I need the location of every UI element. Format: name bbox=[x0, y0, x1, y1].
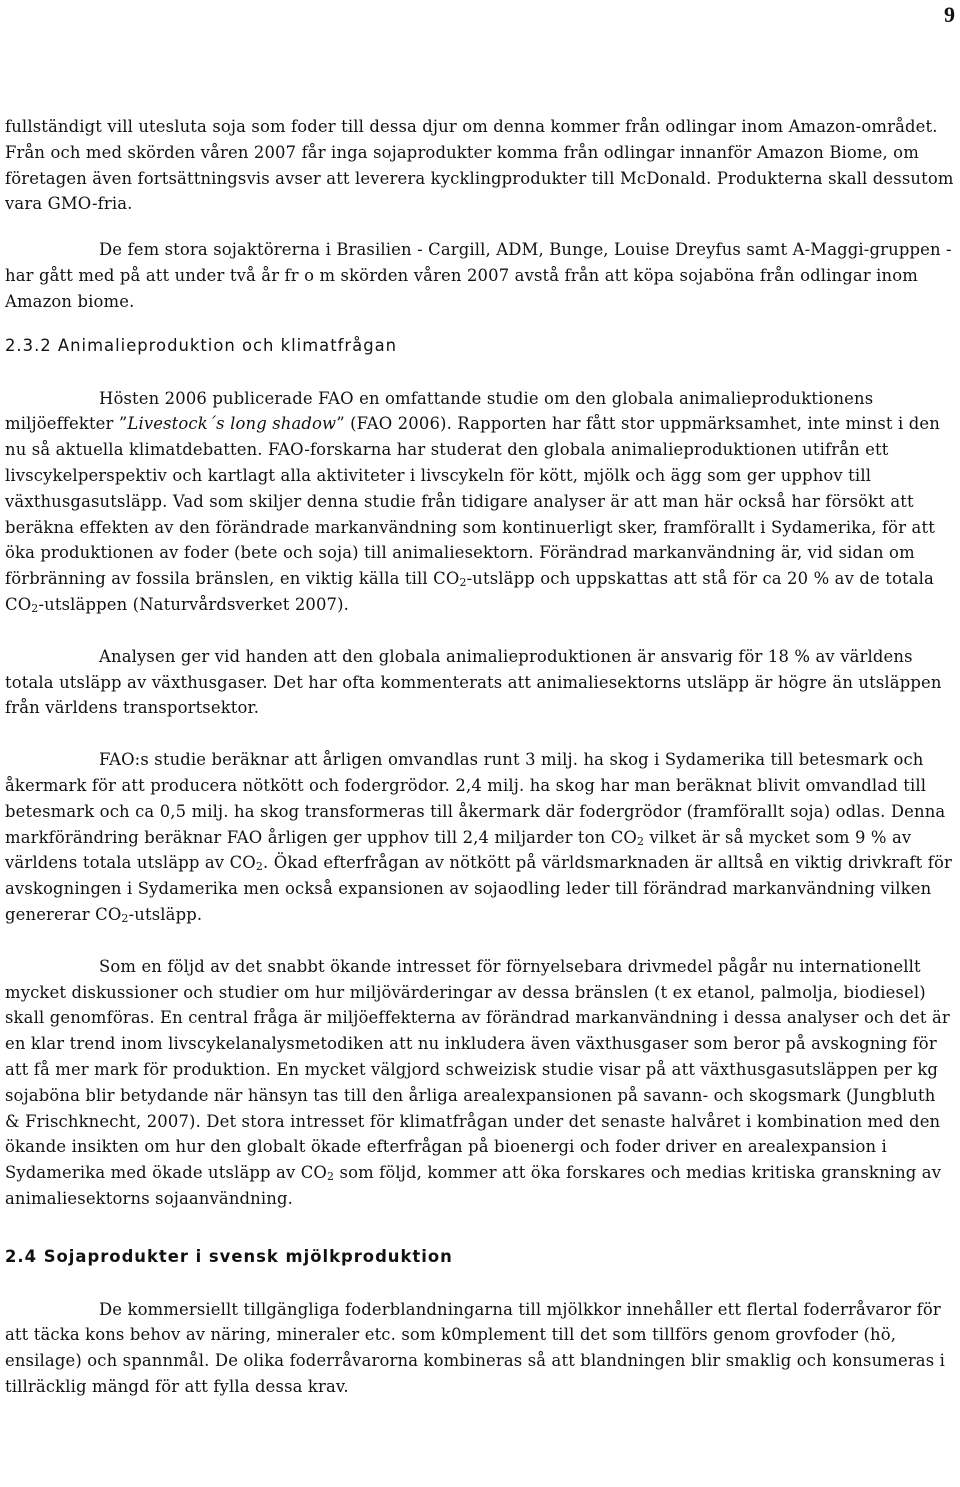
paragraph-soy-actors: De fem stora sojaktörerna i Brasilien - Cargill, ADM, Bunge, Louise Dreyfus samt A-Maggi-gruppen - har gått med på att under två år fr o m skörden våren 2007 avstå från att köpa sojaböna från odlingar inom Amazon biome. bbox=[5, 240, 952, 311]
text-run: -utsläpp och uppskattas att stå för ca 20 % av de totala CO bbox=[5, 569, 934, 614]
paragraph-biofuels bbox=[5, 954, 955, 1212]
text-run: -utsläppen (Naturvårdsverket 2007). bbox=[38, 594, 350, 614]
section-heading-2-4: 2.4 Sojaprodukter i svensk mjölkproduktion bbox=[5, 1246, 453, 1266]
paragraph-deforestation bbox=[5, 747, 955, 928]
text-run: Som en följd av det snabbt ökande intresset för förnyelsebara drivmedel pågår nu internationellt mycket diskussioner och studier om hur miljövärderingar av dessa bränslen (t ex etanol, palmolja, biodiesel) skall genomföras. En central fråga är miljöeffekterna av förändrad markanvändning i dessa analyser och det är en klar trend inom livscykelanalysmetodiken att nu inkludera även växthusgaser som beror på avskogning för att få mer mark för produktion. En mycket välgjord schweizisk studie visar på att växthusgasutsläppen per kg sojaböna blir betydande när hänsyn tas till den årliga arealexpansionen på savann- och skogsmark (Jungbluth & Frischknecht, 2007). Det stora intresset för klimatfrågan under det senaste halvåret i kombination med den ökande insikten om hur den globalt ökade efterfrågan på bioenergi och foder driver en arealexpansion i Sydamerika med ökade utsläpp av CO bbox=[5, 956, 950, 1183]
text-run: -utsläpp. bbox=[128, 904, 203, 924]
text-run: ” (FAO 2006). Rapporten har fått stor uppmärksamhet, inte minst i den nu så aktuella klimatdebatten. FAO-forskarna har studerat den globala animalieproduktionen utifrån ett livscykelperspektiv och kartlagt alla aktiviteter i livscykeln för kött, mjölk och ägg som ger upphov till växthusgasutsläpp. Vad som skiljer denna studie från tidigare analyser är att man här också har försökt att beräkna effekten av den förändrade markanvändning som kontinuerligt sker, framförallt i Sydamerika, för att öka produktionen av foder (bete och soja) till animaliesektorn. Förändrad markanvändning är, vid sidan om förbränning av fossila bränslen, en viktig källa till CO bbox=[5, 414, 940, 589]
text-run: . Ökad efterfrågan av nötkött på världsmarknaden är alltså en viktig drivkraft för avskogningen i Sydamerika men också expansionen av sojaodling leder till förändrad markanvändning vilken genererar CO bbox=[5, 853, 952, 924]
subscript: 2 bbox=[31, 601, 39, 615]
paragraph-feed-mixtures: De kommersiellt tillgängliga foderblandningarna till mjölkkor innehåller ett flertal foderråvaror för att täcka kons behov av näring, mineraler etc. som k0mplement till det som tillförs genom grovfoder (hö, ensilage) och spannmål. De olika foderråvarorna kombineras så att blandningen blir smaklig och konsumeras i tillräcklig mängd för att fylla dessa krav. bbox=[5, 1299, 946, 1397]
paragraph-analysis: Analysen ger vid handen att den globala animalieproduktionen är ansvarig för 18 % av världens totala utsläpp av växthusgaser. Det har ofta kommenterats att animaliesektorns utsläpp är högre än utsläppen från världens transportsektor. bbox=[5, 646, 942, 718]
paragraph-fao-study bbox=[5, 386, 955, 618]
subscript: 2 bbox=[459, 576, 467, 590]
subscript: 2 bbox=[121, 911, 129, 925]
page-number: 9 bbox=[944, 2, 955, 27]
subscript: 2 bbox=[255, 860, 264, 874]
subscript: 2 bbox=[637, 834, 645, 848]
text-run: vilket är så mycket som 9 % av världens totala utsläpp av CO bbox=[5, 827, 912, 873]
text-run: FAO:s studie beräknar att årligen omvandlas runt 3 milj. ha skog i Sydamerika till betesmark och åkermark för att producera nötkött och fodergrödor. 2,4 milj. ha skog har man beräknat blivit omvandlad till betesmark och ca 0,5 milj. ha skog transformeras till åkermark där fodergrödor (framförallt soja) odlas. Denna markförändring beräknar FAO årligen ger upphov till 2,4 miljarder ton CO bbox=[5, 750, 946, 847]
paragraph-continuation: fullständigt vill utesluta soja som foder till dessa djur om denna kommer från odlingar inom Amazon-området. Från och med skörden våren 2007 får inga sojaprodukter komma från odlingar innanför Amazon Biome, om företagen även fortsättningsvis avser att leverera kycklingprodukter till McDonald. Produkterna skall dessutom vara GMO-fria. bbox=[5, 117, 954, 214]
subscript: 2 bbox=[327, 1170, 335, 1184]
text-run: som följd, kommer att öka forskares och medias kritiska granskning av animaliesektorns sojaanvändning. bbox=[5, 1163, 942, 1208]
report-title: Livestock´s long shadow bbox=[127, 414, 337, 434]
text-run: Hösten 2006 publicerade FAO en omfattande studie om den globala animalieproduktionens miljöeffekter ” bbox=[5, 388, 874, 434]
section-heading-2-3-2: 2.3.2 Animalieproduktion och klimatfrågan bbox=[5, 335, 398, 355]
document-body bbox=[5, 114, 955, 1400]
